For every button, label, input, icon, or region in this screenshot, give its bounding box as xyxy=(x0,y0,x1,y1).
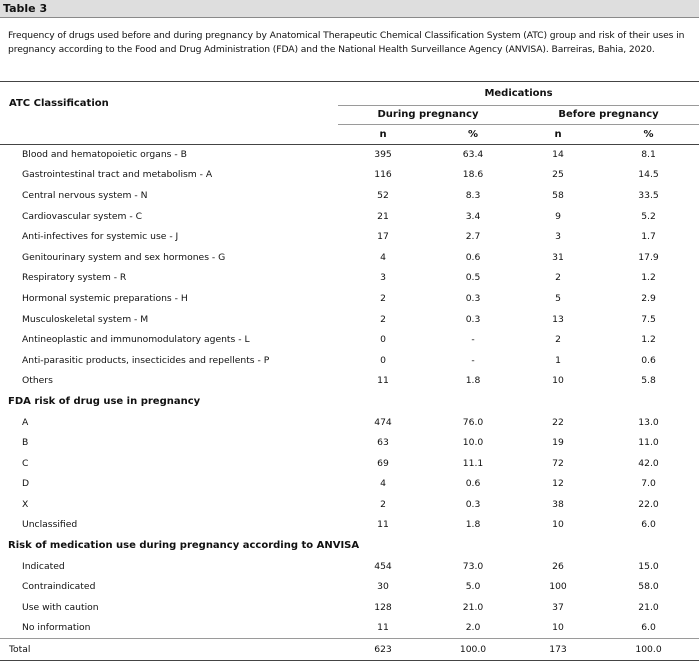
row-label: Blood and hematopoietic organs - B xyxy=(22,149,187,161)
during-pct-cell: 0.3 xyxy=(465,498,481,510)
during-pct-cell: 76.0 xyxy=(462,416,484,428)
row-label: B xyxy=(22,437,29,449)
table-row xyxy=(0,144,699,165)
before-n-cell: 13 xyxy=(552,313,564,325)
during-n-cell: 11 xyxy=(377,375,389,387)
before-n-cell: 10 xyxy=(552,519,564,531)
during-n-cell: 2 xyxy=(380,498,386,510)
row-label: X xyxy=(22,498,29,510)
during-pct-cell: - xyxy=(471,354,475,366)
during-n-cell: 11 xyxy=(377,622,389,634)
during-pct-cell: 21.0 xyxy=(462,601,484,613)
row-label: Genitourinary system and sex hormones - G xyxy=(22,251,226,263)
before-pct-cell: 1.7 xyxy=(641,231,656,243)
header-row-units xyxy=(0,124,699,144)
table-row xyxy=(0,165,699,186)
before-pct-cell: 11.0 xyxy=(638,437,659,449)
table-row xyxy=(0,515,699,536)
table-row xyxy=(0,247,699,268)
table-row xyxy=(0,268,699,289)
during-n-cell: 116 xyxy=(374,169,392,181)
table-row xyxy=(0,350,699,371)
header-spacer xyxy=(0,124,338,144)
before-n-cell: 9 xyxy=(555,210,561,222)
during-n-cell: 52 xyxy=(377,189,389,201)
row-label: Indicated xyxy=(22,560,65,572)
during-n-cell: 30 xyxy=(377,581,389,593)
table-row xyxy=(0,206,699,227)
row-label: Cardiovascular system - C xyxy=(22,210,143,222)
before-n-cell: 12 xyxy=(552,478,564,490)
section-title: Risk of medication use during pregnancy according to ANVISA xyxy=(8,540,360,552)
before-pct-cell: 5.8 xyxy=(641,375,656,387)
before-pct-cell: 1.2 xyxy=(641,272,656,284)
before-pct-cell: 17.9 xyxy=(638,251,659,263)
before-n-cell: 173 xyxy=(549,643,567,655)
row-label: Hormonal systemic preparations - H xyxy=(22,292,188,304)
during-n-cell: 3 xyxy=(380,272,386,284)
before-pct-cell: 22.0 xyxy=(638,498,659,510)
during-n-cell: 474 xyxy=(374,416,392,428)
before-n-cell: 38 xyxy=(552,498,564,510)
during-n-cell: 0 xyxy=(380,354,386,366)
table-row xyxy=(0,576,699,597)
during-pct-cell: 0.6 xyxy=(465,251,481,263)
before-pct-cell: 13.0 xyxy=(638,416,659,428)
during-pct-cell: 0.6 xyxy=(465,478,481,490)
before-pct-cell: 5.2 xyxy=(641,210,656,222)
before-pregnancy-header: Before pregnancy xyxy=(518,105,699,124)
before-n-cell: 25 xyxy=(552,169,564,181)
before-pct-cell: 2.9 xyxy=(641,292,656,304)
during-n-cell: 0 xyxy=(380,334,386,346)
table-row xyxy=(0,371,699,392)
table-row xyxy=(0,288,699,309)
table-row xyxy=(0,226,699,247)
before-n-cell: 31 xyxy=(552,251,564,263)
before-pct-cell: 8.1 xyxy=(641,149,656,161)
row-label: Unclassified xyxy=(22,519,78,531)
table-row xyxy=(0,474,699,495)
before-pct-cell: 21.0 xyxy=(638,601,659,613)
table-row xyxy=(0,556,699,577)
before-n-cell: 1 xyxy=(555,354,561,366)
before-n-cell: 14 xyxy=(552,149,564,161)
fda-section-header xyxy=(0,391,699,412)
during-pct-cell: 10.0 xyxy=(462,437,484,449)
data-table xyxy=(0,82,699,661)
during-pct-cell: 0.3 xyxy=(465,292,481,304)
during-n-cell: 4 xyxy=(380,478,386,490)
row-label: Gastrointestinal tract and metabolism - A xyxy=(22,169,213,181)
row-label: C xyxy=(22,457,29,469)
during-pct-cell: 5.0 xyxy=(465,581,481,593)
row-label: Use with caution xyxy=(22,601,99,613)
row-label: Contraindicated xyxy=(22,581,96,593)
during-pct-cell: 11.1 xyxy=(462,457,484,469)
table-caption: Frequency of drugs used before and during pregnancy by Anatomical Therapeutic Chemical Classification System (ATC) group and risk of their uses in pregnancy according to the Food and Drug Administration (FDA) and the National Health Surveillance Agency (ANVISA). Barreiras, Bahia, 2020. xyxy=(8,30,685,55)
table-row xyxy=(0,494,699,515)
table-row xyxy=(0,329,699,350)
before-pct-cell: 7.0 xyxy=(641,478,656,490)
row-label: No information xyxy=(22,622,91,634)
section-title: FDA risk of drug use in pregnancy xyxy=(8,395,201,407)
during-n-header: n xyxy=(379,128,387,140)
during-pct-cell: 73.0 xyxy=(462,560,484,572)
anvisa-section-header xyxy=(0,535,699,556)
medications-header: Medications xyxy=(338,82,699,105)
before-pct-cell: 15.0 xyxy=(638,560,659,572)
before-pct-cell: 58.0 xyxy=(638,581,659,593)
row-label: Central nervous system - N xyxy=(22,189,148,201)
during-pct-cell: 2.0 xyxy=(465,622,481,634)
during-pct-cell: 1.8 xyxy=(465,519,481,531)
before-pct-cell: 7.5 xyxy=(641,313,656,325)
table-row xyxy=(0,412,699,433)
during-n-cell: 69 xyxy=(377,457,389,469)
row-label: Anti-infectives for systemic use - J xyxy=(22,231,179,243)
before-pct-cell: 1.2 xyxy=(641,334,656,346)
before-n-header: n xyxy=(554,128,562,140)
before-n-cell: 5 xyxy=(555,292,561,304)
during-n-cell: 2 xyxy=(380,292,386,304)
row-label: Respiratory system - R xyxy=(22,272,127,284)
before-pct-cell: 100.0 xyxy=(635,643,662,655)
before-n-cell: 10 xyxy=(552,622,564,634)
table-row xyxy=(0,597,699,618)
before-n-cell: 58 xyxy=(552,189,564,201)
during-n-cell: 2 xyxy=(380,313,386,325)
before-pct-cell: 6.0 xyxy=(641,622,656,634)
during-pct-cell: 1.8 xyxy=(465,375,481,387)
during-n-cell: 11 xyxy=(377,519,389,531)
before-n-cell: 10 xyxy=(552,375,564,387)
table-row xyxy=(0,432,699,453)
during-pct-cell: 8.3 xyxy=(465,189,481,201)
during-n-cell: 454 xyxy=(374,560,392,572)
during-n-cell: 623 xyxy=(374,643,392,655)
during-n-cell: 63 xyxy=(377,437,389,449)
before-n-cell: 26 xyxy=(552,560,564,572)
before-n-cell: 19 xyxy=(552,437,564,449)
before-n-cell: 72 xyxy=(552,457,564,469)
during-pct-cell: 2.7 xyxy=(465,231,481,243)
during-pregnancy-header: During pregnancy xyxy=(338,105,518,124)
during-pct-cell: 0.5 xyxy=(465,272,481,284)
row-label: Antineoplastic and immunomodulatory agents - L xyxy=(22,334,250,346)
before-n-cell: 100 xyxy=(549,581,567,593)
during-n-cell: 395 xyxy=(374,149,392,161)
total-row xyxy=(0,638,699,660)
before-pct-cell: 6.0 xyxy=(641,519,656,531)
during-pct-cell: - xyxy=(471,334,475,346)
row-label: Others xyxy=(22,375,53,387)
before-pct-cell: 14.5 xyxy=(638,169,659,181)
table-row xyxy=(0,618,699,639)
table-row xyxy=(0,185,699,206)
before-pct-header: % xyxy=(643,128,654,140)
during-pct-cell: 63.4 xyxy=(462,149,484,161)
during-n-cell: 4 xyxy=(380,251,386,263)
atc-classification-header: ATC Classification xyxy=(9,97,109,109)
before-n-cell: 22 xyxy=(552,416,564,428)
row-label: Musculoskeletal system - M xyxy=(22,313,149,325)
during-n-cell: 128 xyxy=(374,601,392,613)
row-label: Total xyxy=(9,643,31,655)
table-row xyxy=(0,453,699,474)
during-pct-cell: 100.0 xyxy=(459,643,487,655)
before-n-cell: 2 xyxy=(555,272,561,284)
during-pct-header: % xyxy=(467,128,479,140)
before-n-cell: 37 xyxy=(552,601,564,613)
during-pct-cell: 3.4 xyxy=(465,210,481,222)
during-pct-cell: 0.3 xyxy=(465,313,481,325)
during-n-cell: 21 xyxy=(377,210,389,222)
before-n-cell: 3 xyxy=(555,231,561,243)
table-row xyxy=(0,309,699,330)
during-n-cell: 17 xyxy=(377,231,389,243)
row-label: D xyxy=(22,478,30,490)
before-pct-cell: 0.6 xyxy=(641,354,656,366)
before-n-cell: 2 xyxy=(555,334,561,346)
before-pct-cell: 33.5 xyxy=(638,189,659,201)
table-label: Table 3 xyxy=(0,0,699,18)
header-row-medications xyxy=(0,82,699,105)
before-pct-cell: 42.0 xyxy=(638,457,659,469)
row-label: Anti-parasitic products, insecticides and repellents - P xyxy=(22,354,270,366)
during-pct-cell: 18.6 xyxy=(462,169,484,181)
row-label: A xyxy=(22,416,29,428)
